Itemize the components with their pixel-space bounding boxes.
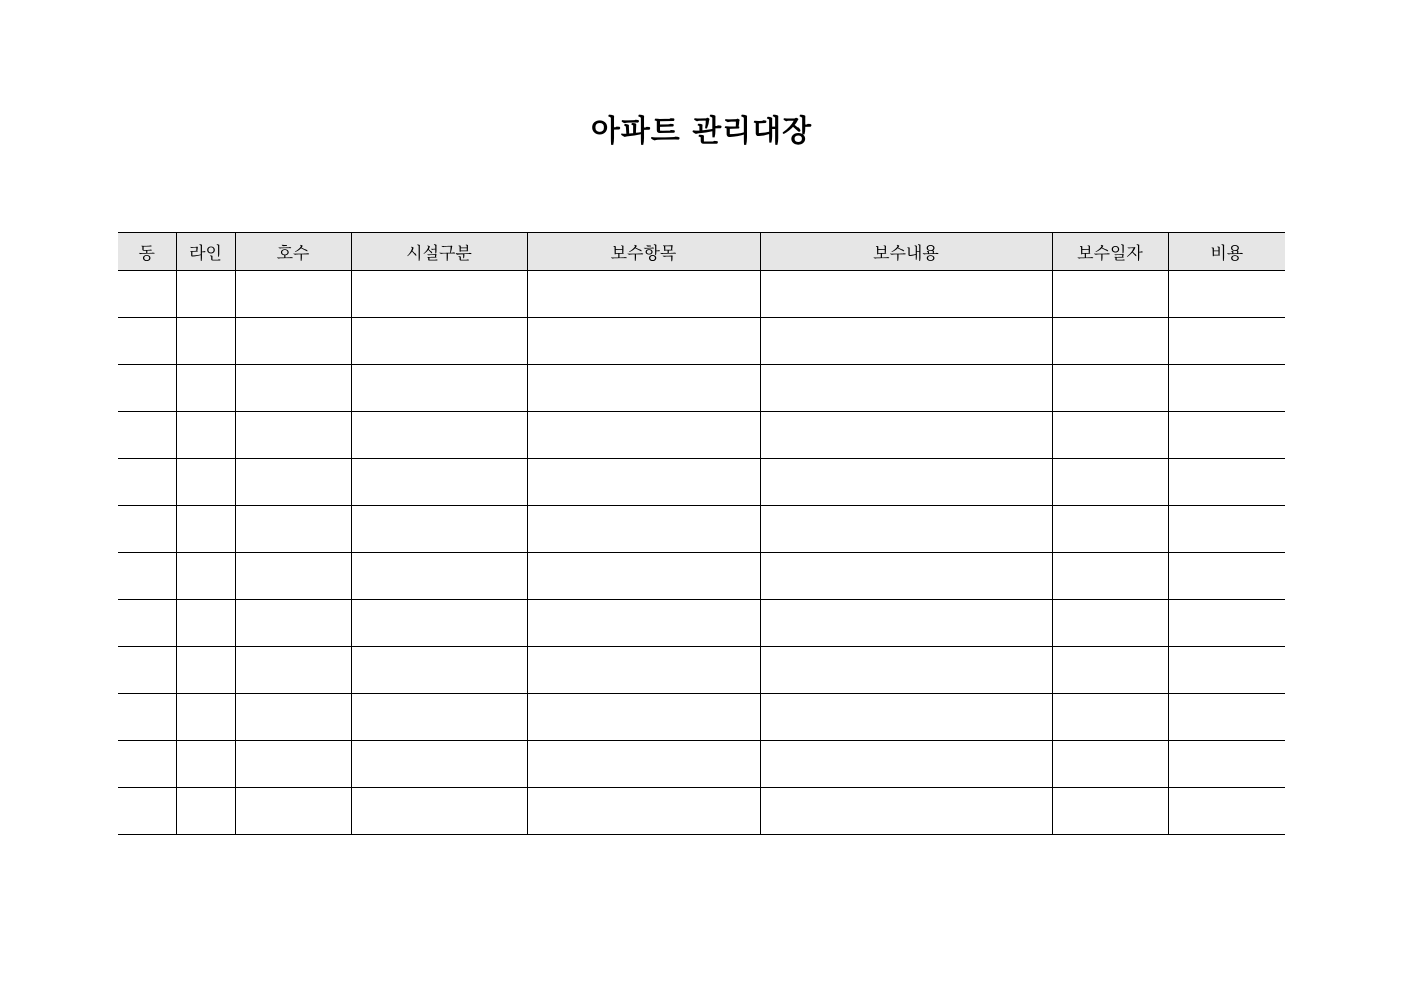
cell-repair-date[interactable] (1052, 459, 1168, 506)
column-header-unit-number: 호수 (235, 233, 351, 271)
table-header-row (118, 233, 1285, 271)
cell-repair-details[interactable] (760, 506, 1052, 553)
cell-line[interactable] (176, 318, 235, 365)
cell-repair-date[interactable] (1052, 412, 1168, 459)
cell-repair-item[interactable] (527, 741, 760, 788)
table-row (118, 412, 1285, 459)
cell-unit-number[interactable] (235, 365, 351, 412)
cell-unit-number[interactable] (235, 647, 351, 694)
cell-unit-number[interactable] (235, 600, 351, 647)
cell-repair-item[interactable] (527, 365, 760, 412)
table-body (118, 271, 1285, 835)
table-row (118, 600, 1285, 647)
cell-facility-type[interactable] (351, 694, 527, 741)
cell-line[interactable] (176, 553, 235, 600)
cell-repair-date[interactable] (1052, 741, 1168, 788)
cell-facility-type[interactable] (351, 600, 527, 647)
cell-repair-item[interactable] (527, 553, 760, 600)
cell-repair-item[interactable] (527, 271, 760, 318)
column-header-repair-item: 보수항목 (527, 233, 760, 271)
cell-facility-type[interactable] (351, 318, 527, 365)
cell-repair-details[interactable] (760, 741, 1052, 788)
cell-dong[interactable] (118, 365, 176, 412)
table-row (118, 459, 1285, 506)
cell-facility-type[interactable] (351, 553, 527, 600)
cell-dong[interactable] (118, 271, 176, 318)
cell-facility-type[interactable] (351, 788, 527, 835)
cell-dong[interactable] (118, 412, 176, 459)
table-row (118, 365, 1285, 412)
cell-cost[interactable] (1168, 412, 1285, 459)
cell-cost[interactable] (1168, 741, 1285, 788)
cell-repair-date[interactable] (1052, 318, 1168, 365)
cell-unit-number[interactable] (235, 318, 351, 365)
table-row (118, 788, 1285, 835)
cell-facility-type[interactable] (351, 271, 527, 318)
cell-cost[interactable] (1168, 365, 1285, 412)
cell-repair-details[interactable] (760, 600, 1052, 647)
cell-cost[interactable] (1168, 647, 1285, 694)
column-header-cost: 비용 (1168, 233, 1285, 271)
cell-repair-item[interactable] (527, 318, 760, 365)
cell-dong[interactable] (118, 647, 176, 694)
cell-unit-number[interactable] (235, 788, 351, 835)
cell-cost[interactable] (1168, 459, 1285, 506)
cell-facility-type[interactable] (351, 647, 527, 694)
cell-unit-number[interactable] (235, 553, 351, 600)
cell-repair-item[interactable] (527, 694, 760, 741)
cell-cost[interactable] (1168, 318, 1285, 365)
table-row (118, 741, 1285, 788)
cell-cost[interactable] (1168, 506, 1285, 553)
cell-dong[interactable] (118, 600, 176, 647)
column-header-facility-type: 시설구분 (351, 233, 527, 271)
cell-unit-number[interactable] (235, 412, 351, 459)
cell-dong[interactable] (118, 553, 176, 600)
cell-dong[interactable] (118, 741, 176, 788)
cell-repair-date[interactable] (1052, 600, 1168, 647)
cell-facility-type[interactable] (351, 365, 527, 412)
cell-repair-details[interactable] (760, 459, 1052, 506)
cell-line[interactable] (176, 459, 235, 506)
cell-repair-details[interactable] (760, 694, 1052, 741)
column-header-repair-details: 보수내용 (760, 233, 1052, 271)
table-row (118, 506, 1285, 553)
cell-line[interactable] (176, 600, 235, 647)
cell-repair-date[interactable] (1052, 694, 1168, 741)
cell-dong[interactable] (118, 318, 176, 365)
cell-unit-number[interactable] (235, 694, 351, 741)
cell-cost[interactable] (1168, 694, 1285, 741)
cell-cost[interactable] (1168, 788, 1285, 835)
cell-dong[interactable] (118, 506, 176, 553)
cell-repair-details[interactable] (760, 318, 1052, 365)
cell-line[interactable] (176, 412, 235, 459)
cell-repair-date[interactable] (1052, 647, 1168, 694)
cell-repair-details[interactable] (760, 365, 1052, 412)
table-row (118, 694, 1285, 741)
cell-cost[interactable] (1168, 553, 1285, 600)
column-header-line: 라인 (176, 233, 235, 271)
cell-facility-type[interactable] (351, 741, 527, 788)
cell-line[interactable] (176, 647, 235, 694)
cell-repair-details[interactable] (760, 271, 1052, 318)
column-header-dong: 동 (118, 233, 176, 271)
cell-dong[interactable] (118, 694, 176, 741)
table-row (118, 647, 1285, 694)
cell-line[interactable] (176, 694, 235, 741)
cell-line[interactable] (176, 741, 235, 788)
cell-dong[interactable] (118, 788, 176, 835)
cell-facility-type[interactable] (351, 506, 527, 553)
cell-cost[interactable] (1168, 271, 1285, 318)
cell-repair-details[interactable] (760, 553, 1052, 600)
cell-repair-details[interactable] (760, 412, 1052, 459)
cell-dong[interactable] (118, 459, 176, 506)
cell-unit-number[interactable] (235, 506, 351, 553)
table-row (118, 318, 1285, 365)
cell-repair-date[interactable] (1052, 506, 1168, 553)
cell-repair-item[interactable] (527, 506, 760, 553)
cell-line[interactable] (176, 506, 235, 553)
cell-repair-item[interactable] (527, 788, 760, 835)
cell-unit-number[interactable] (235, 741, 351, 788)
management-ledger-table (118, 232, 1285, 835)
cell-line[interactable] (176, 271, 235, 318)
cell-unit-number[interactable] (235, 459, 351, 506)
cell-line[interactable] (176, 788, 235, 835)
cell-unit-number[interactable] (235, 271, 351, 318)
cell-repair-item[interactable] (527, 412, 760, 459)
column-header-repair-date: 보수일자 (1052, 233, 1168, 271)
cell-line[interactable] (176, 365, 235, 412)
cell-repair-item[interactable] (527, 647, 760, 694)
table-row (118, 553, 1285, 600)
cell-facility-type[interactable] (351, 459, 527, 506)
cell-repair-date[interactable] (1052, 271, 1168, 318)
cell-repair-date[interactable] (1052, 553, 1168, 600)
cell-repair-date[interactable] (1052, 365, 1168, 412)
cell-repair-details[interactable] (760, 647, 1052, 694)
cell-repair-item[interactable] (527, 600, 760, 647)
page-title: 아파트 관리대장 (590, 114, 813, 149)
table-row (118, 271, 1285, 318)
cell-repair-date[interactable] (1052, 788, 1168, 835)
cell-facility-type[interactable] (351, 412, 527, 459)
cell-repair-item[interactable] (527, 459, 760, 506)
cell-cost[interactable] (1168, 600, 1285, 647)
cell-repair-details[interactable] (760, 788, 1052, 835)
